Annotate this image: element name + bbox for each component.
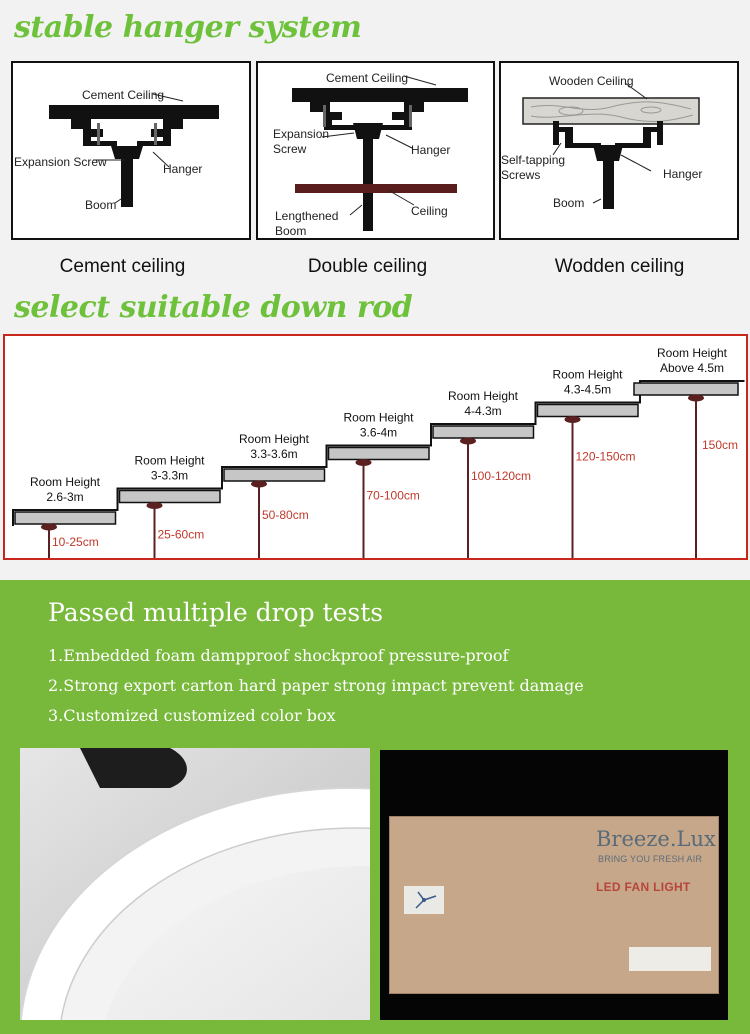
down-rod-heading: select suitable down rod [14, 290, 413, 325]
hanger-label: Hanger [663, 167, 703, 181]
expansion-label: Expansion [273, 127, 330, 141]
expansion-screw-label: Expansion Screw [14, 155, 107, 169]
rod-canopy [688, 395, 704, 402]
step-slab [224, 469, 325, 481]
rod-length-label: 100-120cm [471, 469, 532, 483]
wooden-ceiling-caption: Wodden ceiling [554, 256, 685, 277]
rod-length-label: 10-25cm [52, 535, 99, 549]
step-slab [433, 426, 534, 438]
rod-canopy [460, 438, 476, 445]
rod-canopy [147, 502, 163, 509]
room-height-label: Room Height [552, 367, 623, 382]
room-height-label: Room Height [447, 389, 519, 403]
package-box [389, 816, 719, 994]
boom-label: Boom [275, 224, 307, 238]
brand-slogan: BRING YOU FRESH AIR [598, 854, 703, 864]
double-ceiling-diagram [256, 61, 495, 240]
screw-label: Screw [273, 142, 307, 156]
room-height-label: Room Height [238, 432, 310, 446]
room-height-label: Room Height [134, 453, 205, 468]
foam-protection-photo [20, 748, 370, 1020]
cement-ceiling-caption: Cement ceiling [59, 256, 186, 277]
product-name: LED FAN LIGHT [596, 880, 691, 894]
room-height-range: 4.3-4.5m [563, 382, 612, 397]
rod-length-label: 25-60cm [157, 527, 205, 542]
cement-ceiling-diagram [11, 61, 251, 240]
double-ceiling-caption: Double ceiling [307, 256, 428, 277]
cement-ceiling-label: Cement Ceiling [326, 71, 409, 85]
shipping-label [629, 947, 711, 971]
boom-label: Boom [553, 196, 585, 210]
rod-length-label: 150cm [702, 438, 739, 452]
drop-test-item: 3.Customized customized color box [48, 706, 336, 725]
room-height-range: 3.6-4m [359, 425, 398, 440]
hanger-label: Hanger [163, 162, 203, 176]
rod-length-label: 120-150cm [575, 449, 636, 464]
step-slab [538, 405, 639, 417]
cement-ceiling-label: Cement Ceiling [82, 88, 165, 102]
step-slab [329, 448, 430, 460]
room-height-label: Room Height [656, 346, 728, 360]
step-slab [15, 512, 116, 524]
room-height-label: Room Height [343, 410, 414, 425]
drop-test-item: 2.Strong export carton hard paper strong impact prevent damage [48, 676, 584, 695]
rod-canopy [41, 524, 57, 531]
step-slab [634, 383, 738, 395]
room-height-range: 3.3-3.6m [250, 447, 298, 461]
room-height-range: 3-3.3m [150, 468, 189, 483]
lengthened-label: Lengthened [275, 209, 339, 223]
drop-test-title: Passed multiple drop tests [48, 598, 384, 627]
rod-length-label: 70-100cm [366, 488, 420, 503]
room-height-label: Room Height [29, 475, 101, 489]
rod-canopy [356, 459, 372, 466]
self-tapping-label: Self-tapping [501, 153, 566, 167]
boom-label: Boom [85, 198, 117, 212]
room-height-range: 4-4.3m [464, 404, 502, 418]
inner-ceiling-label: Ceiling [411, 204, 448, 218]
rod-canopy [565, 416, 581, 423]
hanger-label: Hanger [411, 143, 451, 157]
fan-sticker [404, 886, 444, 914]
screws-label: Screws [501, 168, 541, 182]
inner-ceiling-panel [295, 184, 457, 193]
wooden-ceiling-diagram [499, 61, 739, 240]
drop-test-item: 1.Embedded foam dampproof shockproof pressure-proof [48, 646, 509, 665]
wooden-ceiling-label: Wooden Ceiling [549, 74, 634, 88]
color-box-photo [380, 750, 728, 1020]
brand-logo: Breeze.Lux [596, 827, 716, 851]
step-slab [120, 491, 221, 503]
hanger-system-heading: stable hanger system [14, 10, 362, 45]
rod-length-label: 50-80cm [262, 508, 309, 522]
room-height-range: Above 4.5m [659, 361, 725, 375]
room-height-range: 2.6-3m [46, 490, 84, 504]
rod-canopy [251, 481, 267, 488]
down-rod-chart [3, 334, 748, 560]
